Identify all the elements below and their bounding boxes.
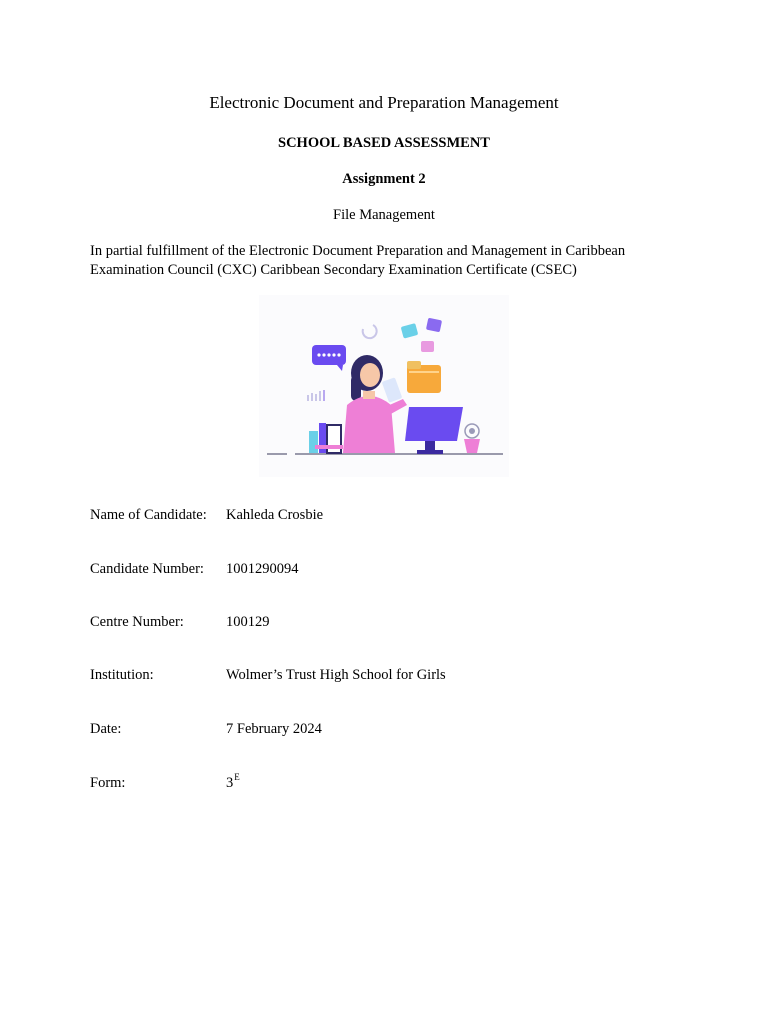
institution-value: Wolmer’s Trust High School for Girls: [226, 667, 446, 683]
candidate-number-label: Candidate Number:: [90, 561, 204, 577]
form-superscript: E: [234, 772, 240, 782]
fulfillment-statement: [90, 242, 690, 280]
fulfillment-line-2: Examination Council (CXC) Caribbean Secondary Examination Certificate (CSEC): [90, 262, 577, 278]
centre-number-value: 100129: [226, 614, 270, 630]
candidate-name-label: Name of Candidate:: [90, 507, 207, 523]
centre-number-label: Centre Number:: [90, 614, 184, 630]
date-value: 7 February 2024: [226, 721, 322, 737]
assessment-heading: SCHOOL BASED ASSESSMENT: [278, 135, 490, 151]
form-number: 3: [226, 775, 234, 791]
assignment-number: Assignment 2: [342, 171, 426, 187]
subject-title: File Management: [333, 207, 435, 223]
institution-label: Institution:: [90, 667, 154, 683]
candidate-number-value: 1001290094: [226, 561, 299, 577]
file-management-illustration-icon: [259, 295, 509, 477]
document-title: Electronic Document and Preparation Management: [209, 93, 559, 112]
form-value: [226, 772, 240, 792]
candidate-name-value: Kahleda Crosbie: [226, 507, 324, 523]
fulfillment-line-1: In partial fulfillment of the Electronic Document Preparation and Management in Caribbean: [90, 243, 626, 259]
date-label: Date:: [90, 721, 122, 737]
form-label: Form:: [90, 775, 126, 791]
